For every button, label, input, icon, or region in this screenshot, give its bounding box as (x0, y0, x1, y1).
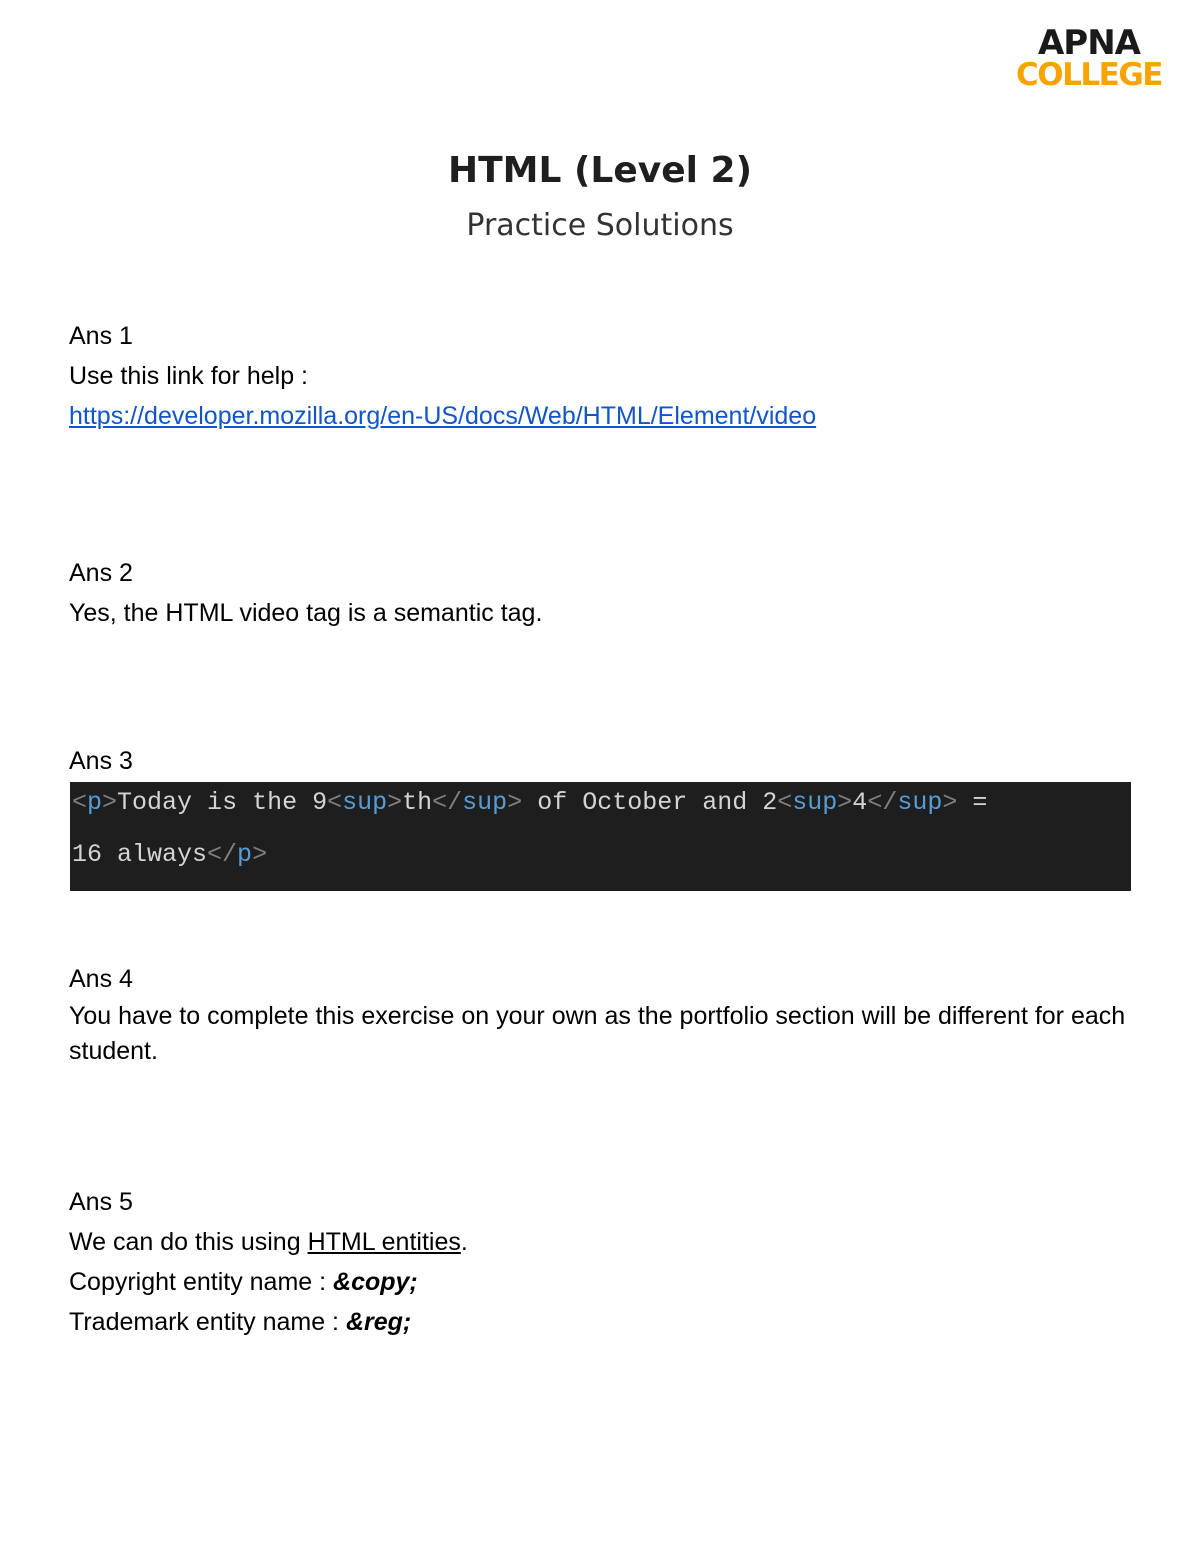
answer-1-text: Use this link for help : (69, 362, 308, 390)
page-subtitle: Practice Solutions (466, 208, 734, 243)
answer-5-heading: Ans 5 (69, 1188, 133, 1216)
answer-4-heading: Ans 4 (69, 965, 133, 993)
answer-1 (69, 316, 1131, 436)
answer-4 (69, 959, 1131, 1069)
copyright-entity-value: &copy; (333, 1268, 418, 1296)
answer-3-heading: Ans 3 (69, 747, 133, 775)
answer-2-text: Yes, the HTML video tag is a semantic tag. (69, 599, 543, 627)
apna-college-logo (1014, 23, 1164, 93)
answer-5-text: We can do this using HTML entities. (69, 1228, 468, 1256)
answer-1-heading: Ans 1 (69, 322, 133, 350)
copyright-entity-line: Copyright entity name : &copy; (69, 1268, 418, 1296)
mdn-video-link[interactable]: https://developer.mozilla.org/en-US/docs/Web/HTML/Element/video (69, 402, 817, 430)
trademark-entity-line: Trademark entity name : &reg; (69, 1308, 412, 1336)
answer-5 (69, 1182, 1131, 1342)
code-line-2: 16 always</p> (72, 840, 268, 869)
page-title: HTML (Level 2) (447, 150, 753, 191)
answer-2-heading: Ans 2 (69, 559, 133, 587)
trademark-entity-value: &reg; (345, 1308, 412, 1336)
logo-line-college: COLLEGE (1016, 57, 1162, 93)
answer-3 (69, 741, 1131, 781)
answer-4-text: You have to complete this exercise on your own as the portfolio section will be different for each student. (69, 1002, 1126, 1065)
answer-2 (69, 553, 1131, 633)
code-block (70, 782, 1131, 891)
logo-line-apna: APNA (1037, 23, 1140, 63)
html-entities-link[interactable]: HTML entities (307, 1228, 461, 1256)
code-line-1: <p>Today is the 9<sup>th</sup> of October and 2<sup>4</sup> = (72, 788, 988, 817)
